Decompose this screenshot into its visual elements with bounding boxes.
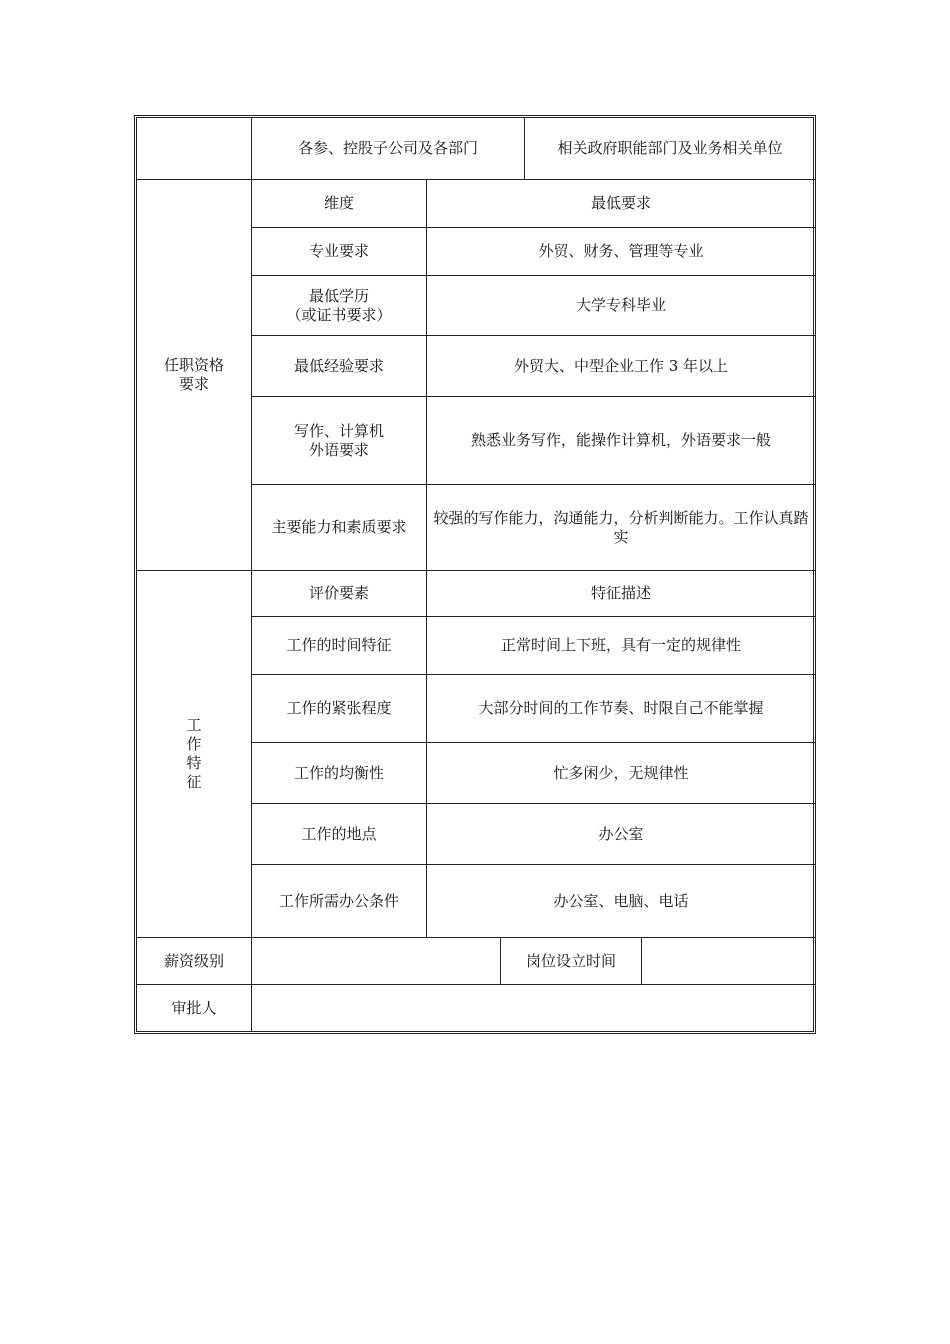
internal-relations-cell: 各参、控股子公司及各部门	[252, 118, 525, 180]
work-features-label: 工 作 特 征	[137, 571, 252, 938]
salary-grade-label: 薪资级别	[137, 938, 252, 985]
work-feature-description: 办公室、电脑、电话	[427, 865, 815, 938]
work-features-header-factor: 评价要素	[252, 571, 427, 617]
qualifications-header-requirement: 最低要求	[427, 180, 815, 228]
qualification-requirement: 大学专科毕业	[427, 276, 815, 336]
qualifications-header-dimension: 维度	[252, 180, 427, 228]
work-feature-description: 大部分时间的工作节奏、时限自己不能掌握	[427, 675, 815, 743]
work-feature-factor: 工作所需办公条件	[252, 865, 427, 938]
work-feature-description: 办公室	[427, 804, 815, 865]
approver-label: 审批人	[137, 985, 252, 1031]
work-feature-factor: 工作的紧张程度	[252, 675, 427, 743]
salary-grade-value	[252, 938, 501, 985]
qualification-requirement: 外贸大、中型企业工作 3 年以上	[427, 336, 815, 397]
work-feature-description: 忙多闲少，无规律性	[427, 743, 815, 804]
qualification-requirement: 外贸、财务、管理等专业	[427, 228, 815, 276]
approver-value	[252, 985, 815, 1031]
blank-corner-cell	[137, 118, 252, 180]
qualification-requirement: 熟悉业务写作，能操作计算机，外语要求一般	[427, 397, 815, 485]
qualifications-label: 任职资格 要求	[137, 180, 252, 571]
qualification-dimension: 主要能力和素质要求	[252, 485, 427, 571]
qualification-dimension: 最低学历 （或证书要求）	[252, 276, 427, 336]
work-feature-factor: 工作的地点	[252, 804, 427, 865]
position-established-value	[642, 938, 815, 985]
work-feature-factor: 工作的时间特征	[252, 617, 427, 675]
qualification-dimension: 写作、计算机 外语要求	[252, 397, 427, 485]
work-feature-description: 正常时间上下班，具有一定的规律性	[427, 617, 815, 675]
position-description-table	[136, 117, 814, 1032]
work-feature-factor: 工作的均衡性	[252, 743, 427, 804]
position-established-label: 岗位设立时间	[501, 938, 642, 985]
qualification-dimension: 最低经验要求	[252, 336, 427, 397]
qualification-dimension: 专业要求	[252, 228, 427, 276]
work-features-header-description: 特征描述	[427, 571, 815, 617]
external-relations-cell: 相关政府职能部门及业务相关单位	[525, 118, 815, 180]
qualification-requirement: 较强的写作能力，沟通能力，分析判断能力。工作认真踏实	[427, 485, 815, 571]
